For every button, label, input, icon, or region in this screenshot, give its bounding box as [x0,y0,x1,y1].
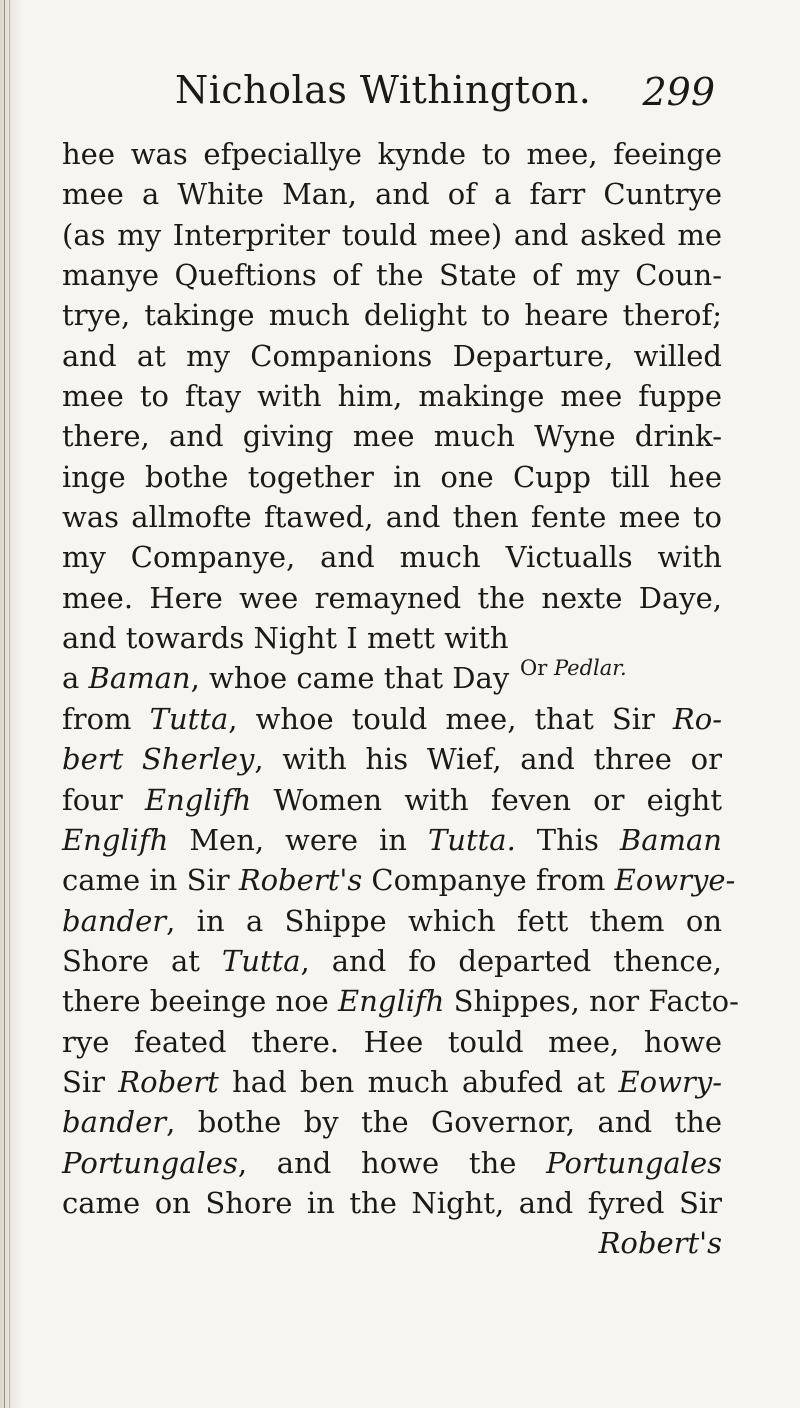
text-span: , whoe tould mee, that Sir [228,701,673,736]
catchword [62,1223,722,1263]
italic-name: Eowry- [618,1064,722,1099]
text-span: , bothe by the Governor, and the [166,1105,722,1140]
text-line [62,658,510,698]
italic-name: Baman [88,661,191,696]
text-span: Men, were in [168,822,428,857]
italic-name: bander [62,1105,167,1140]
italic-name: Portungales [62,1145,238,1180]
italic-name: Robert's [238,863,363,898]
text-line: and at my Companions Departure, willed [62,338,722,373]
italic-name: Ro- [672,701,722,736]
italic-name: Englifh [144,782,252,817]
text-line [62,941,722,981]
italic-name: Baman [619,822,722,857]
text-line [62,820,722,860]
text-line: mee a White Man, and of a farr Cuntrye [62,177,722,212]
text-span: Companye from [362,863,615,898]
text-span: , in a Shippe which fett them on [166,903,722,938]
text-line [62,699,722,739]
page-header [175,68,715,118]
text-span: , and howe the [237,1145,547,1180]
italic-name: bert Sherley [62,742,255,777]
text-span: there beeinge noe [62,984,339,1019]
italic-name: Robert [118,1064,219,1099]
text-span: , with his Wief, and three or [254,742,722,777]
italic-name: bander [62,903,167,938]
text-line: mee to ftay with him, makinge mee fuppe [62,379,722,414]
italic-name: Tutta [149,701,229,736]
text-line [62,860,736,900]
italic-name: Portungales [546,1145,722,1180]
text-line: mee. Here wee remayned the nexte Daye, [62,580,722,615]
text-span: came in Sir [62,863,239,898]
text-span: had ben much abufed at [218,1064,619,1099]
italic-name: Eowrye- [614,863,736,898]
italic-name: Englifh [62,822,169,857]
body-text [62,134,739,1264]
text-line [62,1143,722,1183]
text-span: Sir [62,1064,119,1099]
italic-name: Tutta [221,943,301,978]
text-span: , and fo departed thence, [300,943,722,978]
text-line: trye, takinge much delight to heare therof; [62,298,722,333]
italic-name: Englifh [338,984,445,1019]
running-head: Nicholas Withington. [175,68,592,112]
text-line [62,981,739,1021]
text-span: , whoe came that Day [190,661,510,696]
margin-note-label: Or [520,656,548,680]
text-line: my Companye, and much Victualls with [62,540,722,575]
text-line [62,1102,722,1142]
page-number: 299 [642,70,715,114]
text-line: (as my Interpriter tould mee) and asked me [62,217,722,252]
text-line: inge bothe together in one Cupp till hee [62,459,722,494]
text-span: from [62,701,150,736]
text-line [62,780,722,820]
text-span: Women with feven or eight [251,782,723,817]
text-span: four [62,782,145,817]
text-line [62,739,722,779]
text-span: Shippes, nor Facto- [444,984,739,1019]
text-line [62,901,722,941]
italic-name: Tutta. [427,822,516,857]
text-line: and towards Night I mett with [62,621,509,656]
text-line: manye Queftions of the State of my Coun- [62,258,722,293]
text-span: This [515,822,620,857]
text-line: hee was efpeciallye kynde to mee, feeinge [62,137,722,171]
book-binding-shadow [0,0,22,1408]
text-line: came on Shore in the Night, and fyred Sir [62,1185,722,1220]
text-line: rye feated there. Hee tould mee, howe [62,1024,722,1059]
text-line: was allmofte ftawed, and then fente mee to [62,500,722,535]
text-span: a [62,661,89,696]
text-line [62,1062,722,1102]
catchword-text: Robert's [598,1226,722,1261]
margin-note-term: Pedlar. [553,656,627,680]
text-span: Shore at [62,943,222,978]
text-line: there, and giving mee much Wyne drink- [62,419,722,454]
